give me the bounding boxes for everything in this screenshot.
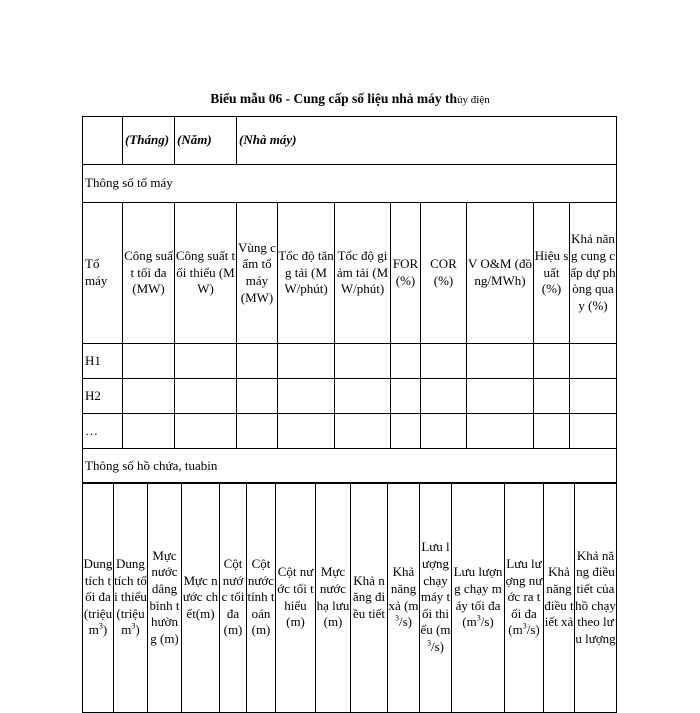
header-forbidden-zone: Vùng cấm tổ máy (MW): [237, 203, 278, 344]
header-max-storage: Dung tích tối đa (triệu $m^3$): [83, 483, 114, 713]
plant-cell: (Nhà máy): [237, 117, 617, 165]
table-row: [83, 414, 617, 449]
header-ramp-up: Tốc độ tăng tải (MW/phút): [278, 203, 335, 344]
header-min-storage: Dung tích tối thiểu (triệu $m^3$): [114, 483, 148, 713]
header-dead-water-level: Mực nước chết(m): [182, 483, 220, 713]
section-unit-params: Thông số tổ máy: [83, 165, 617, 203]
header-discharge-regulation: Khả năng điều tiết xả: [544, 483, 575, 713]
header-min-turbine-flow: Lưu lượng chạy máy tối thiểu $(m^3/s)$: [420, 483, 452, 713]
section-reservoir-params: Thông số hồ chứa, tuabin: [83, 449, 617, 484]
row-label: …: [83, 414, 123, 449]
header-vom: V O&M (đồng/MWh): [467, 203, 534, 344]
table-row: [83, 379, 617, 414]
header-efficiency: Hiệu suất (%): [534, 203, 570, 344]
row-label: H2: [83, 379, 123, 414]
unit-parameters-table: [82, 116, 617, 484]
header-for: FOR (%): [391, 203, 421, 344]
reservoir-parameters-table: [82, 482, 617, 713]
table-row: [83, 344, 617, 379]
header-regulation-capacity: Khả năng điều tiết: [351, 483, 388, 713]
header-max-head: Cột nước tối đa (m): [220, 483, 247, 713]
header-discharge-capacity: Khả năng xả $(m^3/s)$: [388, 483, 420, 713]
header-min-capacity: Công suất tối thiểu (MW): [175, 203, 237, 344]
form-title: Biểu mẫu 06 - Cung cấp số liệu nhà máy thủy điện: [210, 91, 490, 106]
month-cell: (Tháng): [123, 117, 175, 165]
header-max-turbine-flow: Lưu lượng chạy máy tối đa $(m^3/s)$: [452, 483, 505, 713]
header-tailwater-level: Mực nước hạ lưu (m): [316, 483, 351, 713]
form-title-tail: ủy điện: [457, 94, 490, 106]
header-ramp-down: Tốc độ giảm tải (MW/phút): [335, 203, 391, 344]
row-label: H1: [83, 344, 123, 379]
header-design-head: Cột nước tính toán (m): [247, 483, 276, 713]
header-cor: COR (%): [421, 203, 467, 344]
header-flow-regulation: Khả năng điều tiết của hồ chạy theo lưu lượng: [575, 483, 617, 713]
header-max-outflow: Lưu lượng nước ra tối đa $(m^3/s)$: [505, 483, 544, 713]
header-normal-water-level: Mực nước dâng bình thường (m): [148, 483, 182, 713]
header-max-capacity: Công suất tối đa (MW): [123, 203, 175, 344]
corner-cell: [83, 117, 123, 165]
header-min-head: Cột nước tối thiểu (m): [276, 483, 316, 713]
header-spinning-reserve: Khả năng cung cấp dự phòng quay (%): [570, 203, 617, 344]
header-unit: Tổ máy: [83, 203, 123, 344]
year-cell: (Năm): [175, 117, 237, 165]
